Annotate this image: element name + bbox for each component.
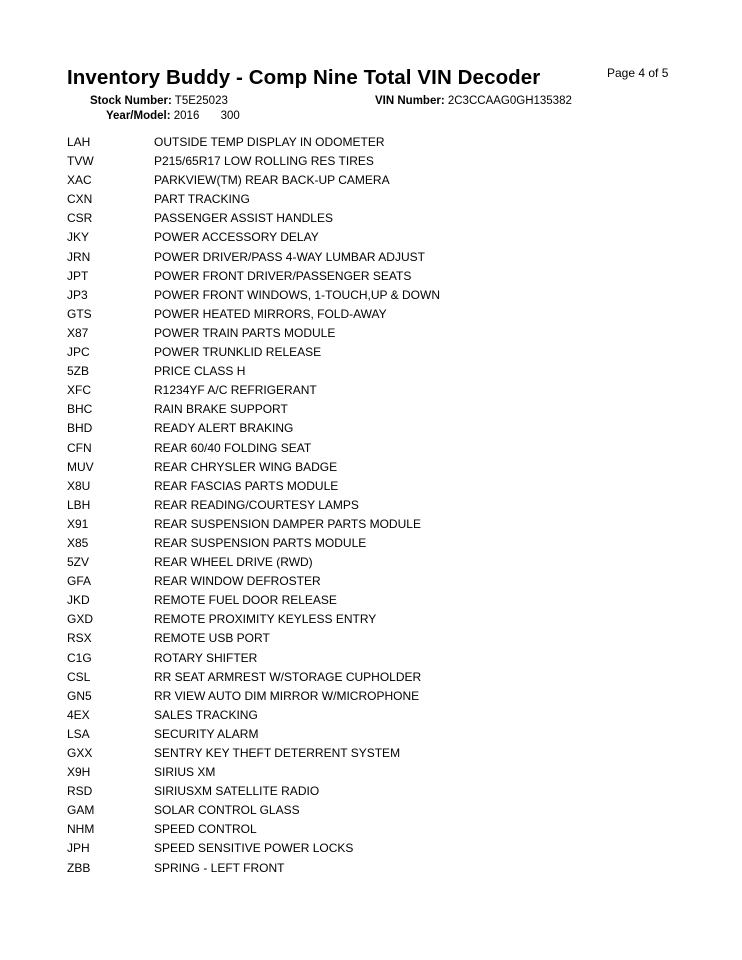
option-row [67, 553, 440, 572]
option-code: 4EX [67, 707, 90, 722]
option-row [67, 133, 440, 152]
option-description: POWER TRAIN PARTS MODULE [154, 325, 336, 340]
option-row [67, 629, 440, 648]
option-description: SPEED CONTROL [154, 822, 257, 837]
option-code: LSA [67, 726, 90, 741]
option-code: BHC [67, 402, 93, 417]
vin-number-label: VIN Number: [375, 95, 445, 107]
option-code: CXN [67, 192, 93, 207]
option-description: RR SEAT ARMREST W/STORAGE CUPHOLDER [154, 669, 422, 684]
option-description: REMOTE PROXIMITY KEYLESS ENTRY [154, 612, 377, 627]
option-row [67, 859, 440, 878]
option-row [67, 305, 440, 324]
option-row [67, 744, 440, 763]
option-code: TVW [67, 154, 94, 169]
year-model-row [106, 110, 240, 122]
option-row [67, 515, 440, 534]
option-row [67, 419, 440, 438]
vin-number-row [375, 95, 572, 107]
option-code: BHD [67, 421, 93, 436]
option-code: GXD [67, 612, 94, 627]
option-code: 5ZB [67, 364, 90, 379]
document-title: Inventory Buddy - Comp Nine Total VIN Decoder [67, 66, 541, 89]
option-description: OUTSIDE TEMP DISPLAY IN ODOMETER [154, 135, 385, 149]
option-code: JPT [67, 268, 89, 283]
option-description: POWER ACCESSORY DELAY [154, 230, 319, 245]
option-code: GTS [67, 306, 92, 321]
option-description: SOLAR CONTROL GLASS [154, 803, 300, 818]
option-code: LAH [67, 135, 91, 149]
option-row [67, 152, 440, 171]
option-description: SPRING - LEFT FRONT [154, 860, 285, 875]
option-code: RSD [67, 784, 93, 799]
option-code: CSL [67, 669, 91, 684]
option-description: READY ALERT BRAKING [154, 421, 294, 436]
option-code: X8U [67, 478, 91, 493]
option-code-list [67, 133, 440, 878]
option-description: PASSENGER ASSIST HANDLES [154, 211, 333, 226]
option-row [67, 839, 440, 858]
option-description: REAR SUSPENSION DAMPER PARTS MODULE [154, 516, 421, 531]
vin-number-value: 2C3CCAAG0GH135382 [447, 95, 572, 107]
option-code: GFA [67, 574, 92, 589]
option-code: XFC [67, 383, 91, 398]
option-row [67, 324, 440, 343]
option-row [67, 610, 440, 629]
option-description: REAR CHRYSLER WING BADGE [154, 459, 338, 474]
option-row [67, 820, 440, 839]
option-code: LBH [67, 497, 91, 512]
stock-number-row [90, 95, 228, 107]
stock-number-label: Stock Number: [90, 95, 172, 107]
option-code: 5ZV [67, 555, 90, 570]
option-code: ZBB [67, 860, 91, 875]
stock-number-value: T5E25023 [174, 95, 228, 107]
option-code: JKY [67, 230, 90, 245]
year-value: 2016 [173, 110, 200, 122]
option-row [67, 649, 440, 668]
option-row [67, 343, 440, 362]
option-description: POWER DRIVER/PASS 4-WAY LUMBAR ADJUST [154, 249, 425, 264]
option-row [67, 458, 440, 477]
option-row [67, 439, 440, 458]
option-row [67, 381, 440, 400]
option-description: PRICE CLASS H [154, 364, 246, 379]
option-row [67, 362, 440, 381]
option-code: C1G [67, 650, 92, 665]
option-row [67, 209, 440, 228]
year-model-label: Year/Model: [106, 110, 171, 122]
option-code: X87 [67, 325, 89, 340]
option-description: PART TRACKING [154, 192, 250, 207]
option-description: SIRIUSXM SATELLITE RADIO [154, 784, 320, 799]
option-description: SECURITY ALARM [154, 726, 259, 741]
option-row [67, 687, 440, 706]
option-description: REAR READING/COURTESY LAMPS [154, 497, 359, 512]
option-row [67, 725, 440, 744]
option-description: SALES TRACKING [154, 707, 258, 722]
option-description: REAR SUSPENSION PARTS MODULE [154, 535, 367, 550]
option-description: REMOTE USB PORT [154, 631, 270, 646]
option-row [67, 782, 440, 801]
option-code: XAC [67, 173, 92, 188]
option-row [67, 572, 440, 591]
option-row [67, 706, 440, 725]
option-code: GN5 [67, 688, 92, 703]
option-code: JPC [67, 345, 90, 360]
option-row [67, 228, 440, 247]
option-row [67, 801, 440, 820]
option-row [67, 190, 440, 209]
option-description: ROTARY SHIFTER [154, 650, 258, 665]
option-description: SIRIUS XM [154, 765, 216, 780]
option-code: X91 [67, 516, 89, 531]
option-code: CFN [67, 440, 92, 455]
option-code: RSX [67, 631, 92, 646]
model-value: 300 [220, 110, 240, 122]
option-code: X9H [67, 765, 91, 780]
option-row [67, 763, 440, 782]
option-description: R1234YF A/C REFRIGERANT [154, 383, 317, 398]
page-number: Page 4 of 5 [607, 66, 669, 80]
option-row [67, 591, 440, 610]
option-code: GAM [67, 803, 95, 818]
option-code: JP3 [67, 287, 88, 302]
option-code: JPH [67, 841, 90, 856]
option-row [67, 400, 440, 419]
option-description: REAR WHEEL DRIVE (RWD) [154, 555, 313, 570]
option-description: P215/65R17 LOW ROLLING RES TIRES [154, 154, 374, 169]
option-description: REAR WINDOW DEFROSTER [154, 574, 321, 589]
option-code: JRN [67, 249, 91, 264]
option-row [67, 534, 440, 553]
option-code: NHM [67, 822, 95, 837]
option-description: REAR 60/40 FOLDING SEAT [154, 440, 312, 455]
option-description: RR VIEW AUTO DIM MIRROR W/MICROPHONE [154, 688, 420, 703]
option-code: CSR [67, 211, 93, 226]
option-row [67, 171, 440, 190]
option-description: REAR FASCIAS PARTS MODULE [154, 478, 339, 493]
option-row [67, 248, 440, 267]
option-description: POWER HEATED MIRRORS, FOLD-AWAY [154, 306, 387, 321]
option-row [67, 286, 440, 305]
option-code: GXX [67, 746, 93, 760]
option-description: SENTRY KEY THEFT DETERRENT SYSTEM [154, 746, 401, 760]
option-row [67, 477, 440, 496]
option-description: RAIN BRAKE SUPPORT [154, 402, 288, 417]
option-row [67, 668, 440, 687]
option-code: X85 [67, 535, 89, 550]
option-description: POWER FRONT WINDOWS, 1-TOUCH,UP & DOWN [154, 287, 441, 302]
option-description: REMOTE FUEL DOOR RELEASE [154, 593, 337, 608]
option-row [67, 267, 440, 286]
option-row [67, 496, 440, 515]
option-code: JKD [67, 593, 90, 608]
option-description: PARKVIEW(TM) REAR BACK-UP CAMERA [154, 173, 390, 188]
option-description: POWER TRUNKLID RELEASE [154, 345, 322, 360]
option-description: POWER FRONT DRIVER/PASSENGER SEATS [154, 268, 412, 283]
option-code: MUV [67, 459, 94, 474]
option-description: SPEED SENSITIVE POWER LOCKS [154, 841, 354, 856]
